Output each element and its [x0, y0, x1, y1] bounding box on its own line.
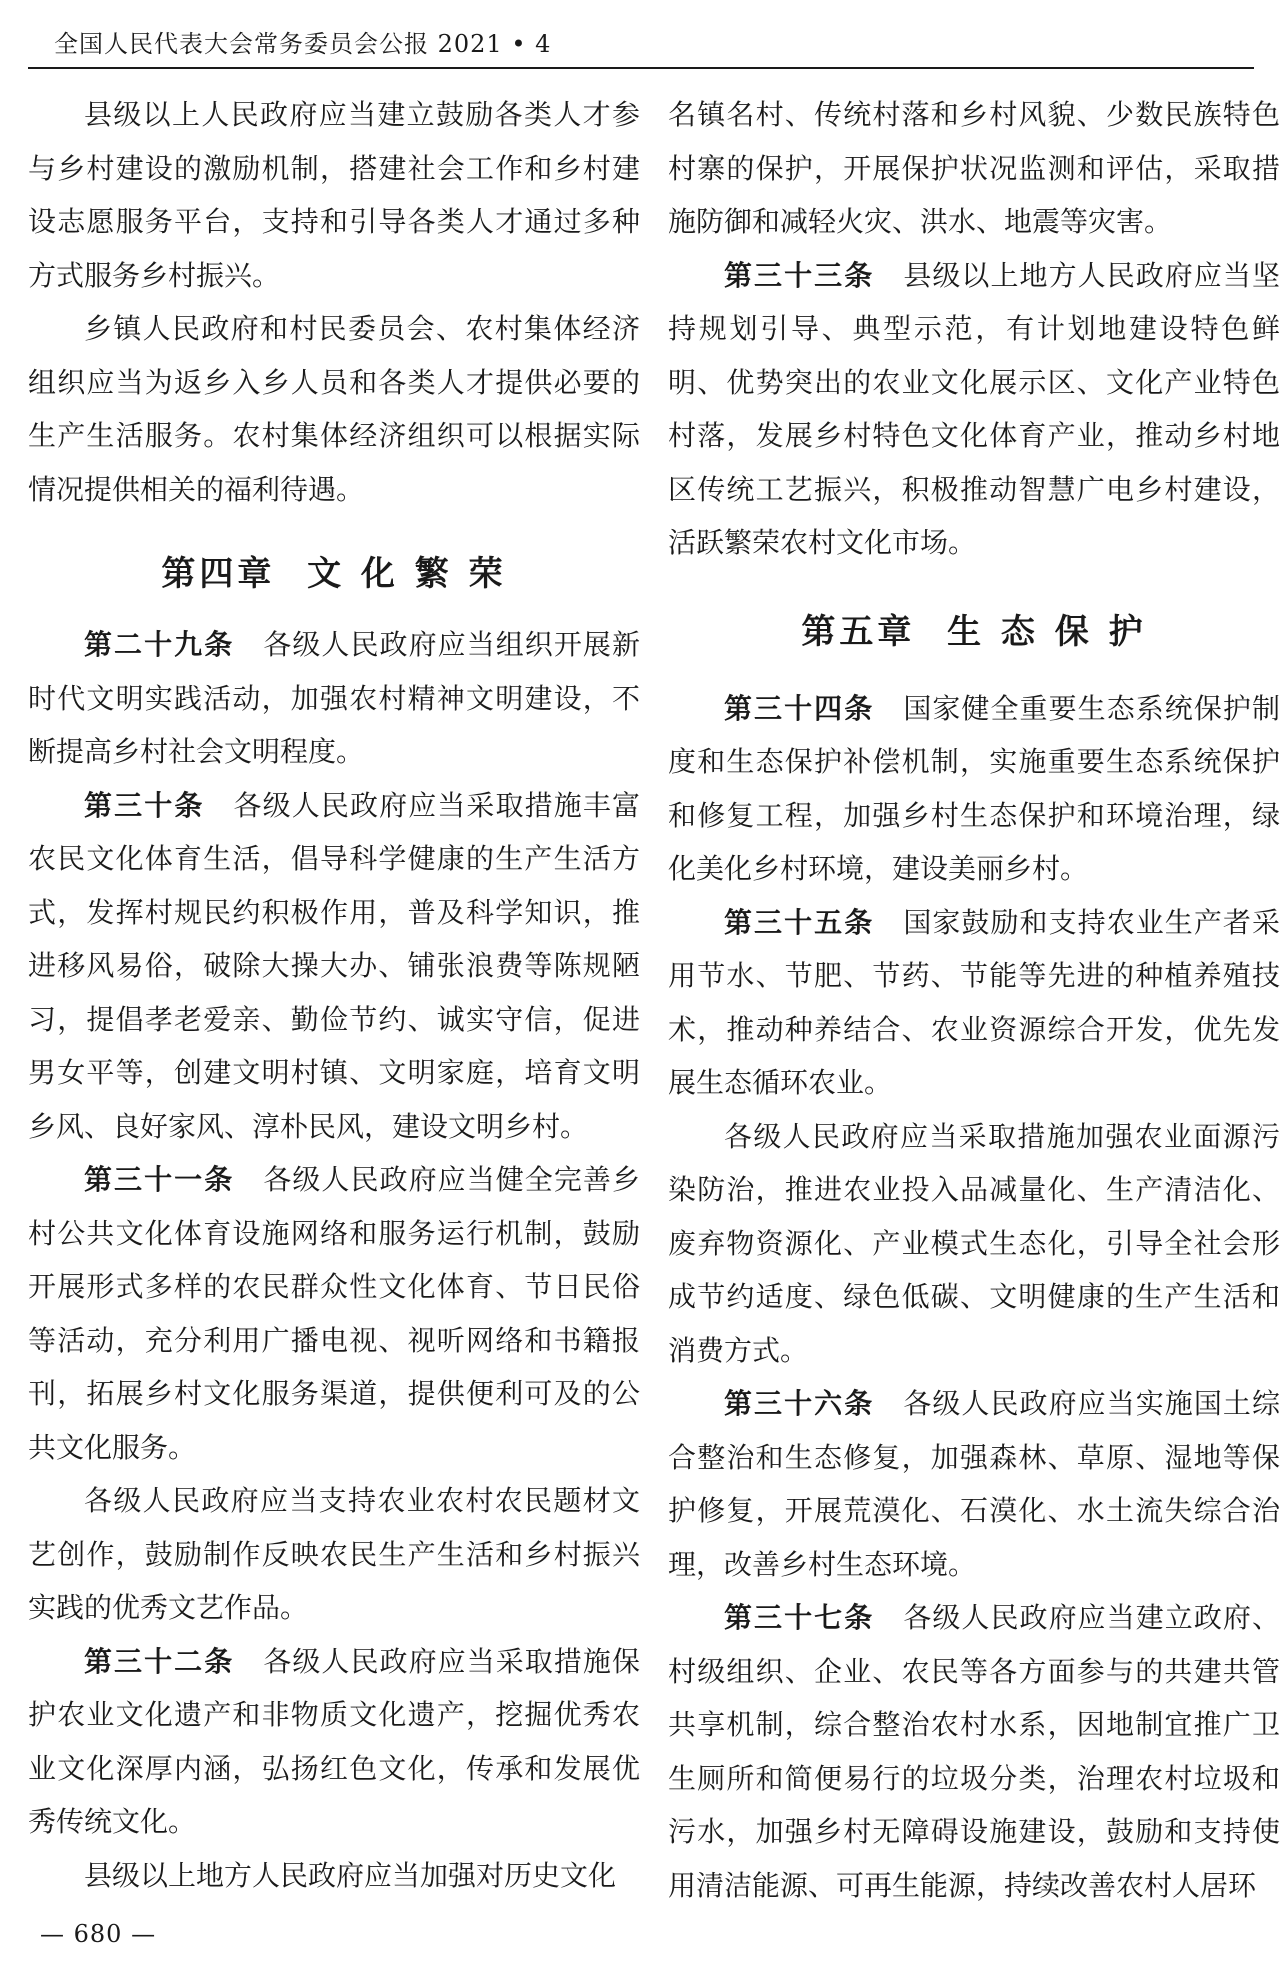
article-text: 各级人民政府应当组织开展新时代文明实践活动，加强农村精神文明建设，不断提高乡村社会文明程度。: [28, 628, 640, 768]
article-text: 国家健全重要生态系统保护制度和生态保护补偿机制，实施重要生态系统保护和修复工程，加强乡村生态保护和环境治理，绿化美化乡村环境，建设美丽乡村。: [668, 691, 1280, 885]
article-36: [668, 1377, 1280, 1591]
article-number: 第三十七条: [724, 1601, 875, 1634]
chapter-heading-4: 第四章 文 化 繁 荣: [161, 554, 507, 594]
left-column: [28, 88, 640, 1902]
article-number: 第三十五条: [724, 905, 875, 939]
article-text: 县级以上地方人民政府应当坚持规划引导、典型示范，有计划地建设特色鲜明、优势突出的农业文化展示区、文化产业特色村落，发展乡村特色文化体育产业，推动乡村地区传统工艺振兴，积极推动智慧广电乡村建设，活跃繁荣农村文化市场。: [668, 258, 1280, 559]
article-text: 国家鼓励和支持农业生产者采用节水、节肥、节药、节能等先进的种植养殖技术，推动种养结合、农业资源综合开发，优先发展生态循环农业。: [668, 905, 1280, 1099]
article-32: [28, 1635, 640, 1849]
paragraph: 县级以上地方人民政府应当加强对历史文化: [84, 1858, 617, 1892]
article-number: 第三十三条: [724, 258, 875, 292]
article-text: 各级人民政府应当采取措施保护农业文化遗产和非物质文化遗产，挖掘优秀农业文化深厚内涵，弘扬红色文化，传承和发展优秀传统文化。: [28, 1644, 640, 1838]
right-column: [668, 88, 1280, 1912]
article-31: [28, 1153, 640, 1474]
article-number: 第三十二条: [84, 1644, 235, 1678]
page-number: — 680 —: [40, 1920, 157, 1948]
article-text: 各级人民政府应当健全完善乡村公共文化体育设施网络和服务运行机制，鼓励开展形式多样的农民群众性文化体育、节日民俗等活动，充分利用广播电视、视听网络和书籍报刊，拓展乡村文化服务渠道，提供便利可及的公共文化服务。: [28, 1163, 640, 1464]
article-29: [28, 618, 640, 779]
article-number: 第三十条: [84, 788, 205, 822]
article-number: 第三十四条: [724, 691, 875, 725]
article-text: 各级人民政府应当实施国土综合整治和生态修复，加强森林、草原、湿地等保护修复，开展荒漠化、石漠化、水土流失综合治理，改善乡村生态环境。: [668, 1387, 1280, 1581]
article-33: [668, 249, 1280, 570]
article-37: [668, 1591, 1280, 1912]
paragraph: 各级人民政府应当支持农业农村农民题材文艺创作，鼓励制作反映农民生产生活和乡村振兴实践的优秀文艺作品。: [28, 1484, 640, 1624]
article-30: [28, 779, 640, 1154]
article-number: 第二十九条: [84, 628, 235, 661]
page-header: [28, 0, 1254, 69]
journal-title: 全国人民代表大会常务委员会公报 2021 • 4: [54, 30, 552, 58]
paragraph: 乡镇人民政府和村民委员会、农村集体经济组织应当为返乡入乡人员和各类人才提供必要的生产生活服务。农村集体经济组织可以根据实际情况提供相关的福利待遇。: [28, 312, 640, 506]
article-34: [668, 682, 1280, 896]
paragraph: 各级人民政府应当采取措施加强农业面源污染防治，推进农业投入品减量化、生产清洁化、废弃物资源化、产业模式生态化，引导全社会形成节约适度、绿色低碳、文明健康的生产生活和消费方式。: [668, 1119, 1280, 1367]
article-number: 第三十一条: [84, 1163, 235, 1196]
article-35: [668, 896, 1280, 1110]
article-text: 各级人民政府应当采取措施丰富农民文化体育生活，倡导科学健康的生产生活方式，发挥村规民约积极作用，普及科学知识，推进移风易俗，破除大操大办、铺张浪费等陈规陋习，提倡孝老爱亲、勤俭节约、诚实守信，促进男女平等，创建文明村镇、文明家庭，培育文明乡风、良好家风、淳朴民风，建设文明乡村。: [28, 788, 640, 1143]
chapter-heading-5: 第五章 生 态 保 护: [801, 611, 1147, 652]
article-text: 各级人民政府应当建立政府、村级组织、企业、农民等各方面参与的共建共管共享机制，综合整治农村水系，因地制宜推广卫生厕所和简便易行的垃圾分类，治理农村垃圾和污水，加强乡村无障碍设施建设，鼓励和支持使用清洁能源、可再生能源，持续改善农村人居环: [668, 1601, 1280, 1902]
paragraph: 县级以上人民政府应当建立鼓励各类人才参与乡村建设的激励机制，搭建社会工作和乡村建设志愿服务平台，支持和引导各类人才通过多种方式服务乡村振兴。: [28, 98, 640, 292]
paragraph-continued: 名镇名村、传统村落和乡村风貌、少数民族特色村寨的保护，开展保护状况监测和评估，采取措施防御和减轻火灾、洪水、地震等灾害。: [668, 98, 1280, 238]
article-number: 第三十六条: [724, 1387, 875, 1420]
